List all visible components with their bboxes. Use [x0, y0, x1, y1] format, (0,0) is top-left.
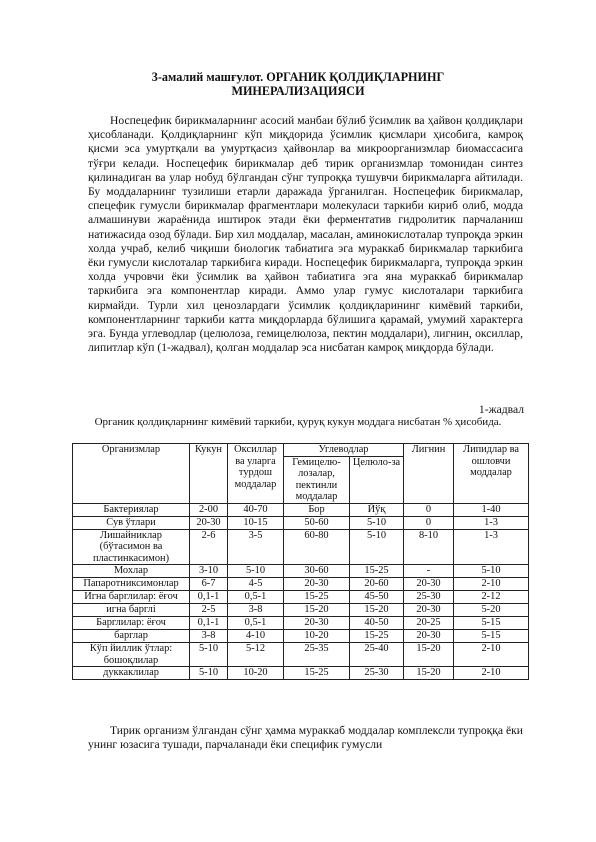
- table-row: [73, 667, 529, 680]
- cellulose-cell: 45-50: [350, 591, 404, 604]
- hemicellulose-cell: 20-30: [284, 617, 350, 630]
- organism-cell: Бактериялар: [73, 503, 190, 516]
- closing-paragraph: Тирик организм ўлгандан сўнг ҳамма мураккаб моддалар комплексли тупроққа ёки унинг юзасига тушади, парчаланади ёки специфик гумусли: [88, 724, 523, 752]
- ash-cell: 2-00: [190, 503, 228, 516]
- hemicellulose-cell: 25-35: [284, 643, 350, 667]
- header-lipids: Липидлар ва ошловчи моддалар: [454, 444, 529, 504]
- hemicellulose-cell: 15-20: [284, 604, 350, 617]
- ash-cell: 3-8: [190, 630, 228, 643]
- hemicellulose-cell: 15-25: [284, 591, 350, 604]
- ash-cell: 5-10: [190, 643, 228, 667]
- protein-cell: 0,5-1: [228, 617, 284, 630]
- lignin-cell: 20-30: [404, 578, 454, 591]
- organism-cell: игна барглi: [73, 604, 190, 617]
- lignin-cell: 15-20: [404, 643, 454, 667]
- table-row: [73, 591, 529, 604]
- composition-table: [72, 443, 529, 680]
- ash-cell: 2-5: [190, 604, 228, 617]
- organism-cell: Кўп йиллик ўтлар: бошоқлилар: [73, 643, 190, 667]
- lipids-cell: 1-3: [454, 516, 529, 529]
- lipids-cell: 1-40: [454, 503, 529, 516]
- cellulose-cell: 20-60: [350, 578, 404, 591]
- lipids-cell: 2-10: [454, 578, 529, 591]
- lignin-cell: 0: [404, 516, 454, 529]
- hemicellulose-cell: 15-25: [284, 667, 350, 680]
- cellulose-cell: 15-20: [350, 604, 404, 617]
- organism-cell: барглар: [73, 630, 190, 643]
- protein-cell: 10-15: [228, 516, 284, 529]
- intro-paragraph: Носпецефик бирикмаларнинг асосий манбаи бўлиб ўсимлик ва ҳайвон қолдиқлари ҳисобланади. Қолдиқларнинг кўп миқдорида ўсимлик қисмлари ҳисобига, камроқ қисми эса умуртқали ва умуртқасиз ҳайвонлар ва микроорганизмлар биомассасига тўғри келади. Носпецефик бирикмалар деб тирик организмлар томонидан синтез қилинадиган ва улар нобуд бўлгандан сўнг тупроққа тушувчи бирикмаларга айтилади. Бу моддаларнинг тузилиши етарли даражада ўрганилган. Носпецефик бирикмалар, спецефик гумусли бирикмалар фрагментлари молекуласи таркиби кириб олиб, модда алмашинуви жараёнида иштирок этади ёки ферментатив гидролитик парчаланиш натижасида озод бўлади. Бир хил моддалар, масалан, аминокислоталар тупроқда эркин холда учраб, келиб чиқиши биологик табиатига эга мураккаб бирикмалар таркибига ёки гумусли кислоталар таркибига киради. Носпецефик бирикмаларга, тупроқда эркин холда учровчи ёки ўсимлик ва ҳайвон табиатига эга яна мураккаб бирикмалар таркибига эга компонентлар киради. Аммо улар гумус кислоталари таркибига кирмайди. Турли хил ценозлардаги ўсимлик қолдиқларининг кимёвий таркиби, компонентларнинг таркиби катта миқдорларда бўлишига қарамай, умумий характерга эга. Бунда углеводлар (целюлоза, гемицелюлоза, пектин моддалари), лигнин, оксиллар, липитлар кўп (1-жадвал), қолган моддалар эса нисбатан камроқ миқдорда бўлади.: [88, 114, 523, 355]
- table-body: [73, 503, 529, 680]
- table-row: [73, 516, 529, 529]
- protein-cell: 40-70: [228, 503, 284, 516]
- title-line-2: МИНЕРАЛИЗАЦИЯСИ: [231, 84, 365, 98]
- cellulose-cell: 5-10: [350, 516, 404, 529]
- ash-cell: 20-30: [190, 516, 228, 529]
- cellulose-cell: 15-25: [350, 565, 404, 578]
- table-row: [73, 578, 529, 591]
- hemicellulose-cell: 20-30: [284, 578, 350, 591]
- cellulose-cell: 15-25: [350, 630, 404, 643]
- header-lignin: Лигнин: [404, 444, 454, 504]
- hemicellulose-cell: Бор: [284, 503, 350, 516]
- header-ash: Кукун: [190, 444, 228, 504]
- table-row: [73, 630, 529, 643]
- lignin-cell: 20-30: [404, 630, 454, 643]
- organism-cell: Лишайниклар (бўтасимон ва пластинкасимон): [73, 529, 190, 565]
- lignin-cell: 20-25: [404, 617, 454, 630]
- cellulose-cell: 40-50: [350, 617, 404, 630]
- cellulose-cell: 5-10: [350, 529, 404, 565]
- lipids-cell: 1-3: [454, 529, 529, 565]
- table-number: 1-жадвал: [478, 403, 524, 416]
- protein-cell: 5-12: [228, 643, 284, 667]
- header-organisms: Организмлар: [73, 444, 190, 504]
- table-row: [73, 503, 529, 516]
- ash-cell: 0,1-1: [190, 591, 228, 604]
- cellulose-cell: 25-30: [350, 667, 404, 680]
- ash-cell: 0,1-1: [190, 617, 228, 630]
- table-row: [73, 565, 529, 578]
- ash-cell: 6-7: [190, 578, 228, 591]
- lipids-cell: 2-10: [454, 643, 529, 667]
- cellulose-cell: Йўқ: [350, 503, 404, 516]
- ash-cell: 5-10: [190, 667, 228, 680]
- title-line-1: 3-амалий машғулот. ОРГАНИК ҚОЛДИҚЛАРНИНГ: [151, 70, 445, 84]
- table-row: [73, 643, 529, 667]
- protein-cell: 10-20: [228, 667, 284, 680]
- protein-cell: 4-10: [228, 630, 284, 643]
- protein-cell: 3-8: [228, 604, 284, 617]
- table-row: [73, 604, 529, 617]
- lignin-cell: 15-20: [404, 667, 454, 680]
- organism-cell: Игна барглилар: ёғоч: [73, 591, 190, 604]
- header-hemicellulose: Гемицелю-лозалар, пектинли моддалар: [284, 456, 350, 503]
- lignin-cell: 20-30: [404, 604, 454, 617]
- protein-cell: 3-5: [228, 529, 284, 565]
- page-title: [60, 70, 536, 98]
- hemicellulose-cell: 50-60: [284, 516, 350, 529]
- protein-cell: 0,5-1: [228, 591, 284, 604]
- lignin-cell: 8-10: [404, 529, 454, 565]
- lipids-cell: 5-10: [454, 565, 529, 578]
- lipids-cell: 2-12: [454, 591, 529, 604]
- lipids-cell: 5-15: [454, 630, 529, 643]
- ash-cell: 3-10: [190, 565, 228, 578]
- protein-cell: 4-5: [228, 578, 284, 591]
- organism-cell: дуккаклилар: [73, 667, 190, 680]
- protein-cell: 5-10: [228, 565, 284, 578]
- table-row: [73, 529, 529, 565]
- lignin-cell: 25-30: [404, 591, 454, 604]
- organism-cell: Сув ўтлари: [73, 516, 190, 529]
- organism-cell: Барглилар: ёғоч: [73, 617, 190, 630]
- organism-cell: Папаротниксимонлар: [73, 578, 190, 591]
- lipids-cell: 2-10: [454, 667, 529, 680]
- organism-cell: Мохлар: [73, 565, 190, 578]
- ash-cell: 2-6: [190, 529, 228, 565]
- lignin-cell: -: [404, 565, 454, 578]
- table-row: [73, 617, 529, 630]
- header-carbohydrates: Углеводлар: [284, 444, 404, 457]
- cellulose-cell: 25-40: [350, 643, 404, 667]
- lignin-cell: 0: [404, 503, 454, 516]
- hemicellulose-cell: 30-60: [284, 565, 350, 578]
- table-caption: Органик қолдиқларнинг кимёвий таркиби, қуруқ кукун моддага нисбатан % ҳисобида.: [94, 416, 502, 428]
- lipids-cell: 5-15: [454, 617, 529, 630]
- header-cellulose: Целюло-за: [350, 456, 404, 503]
- lipids-cell: 5-20: [454, 604, 529, 617]
- header-protein: Оксиллар ва уларга турдош моддалар: [228, 444, 284, 504]
- hemicellulose-cell: 60-80: [284, 529, 350, 565]
- hemicellulose-cell: 10-20: [284, 630, 350, 643]
